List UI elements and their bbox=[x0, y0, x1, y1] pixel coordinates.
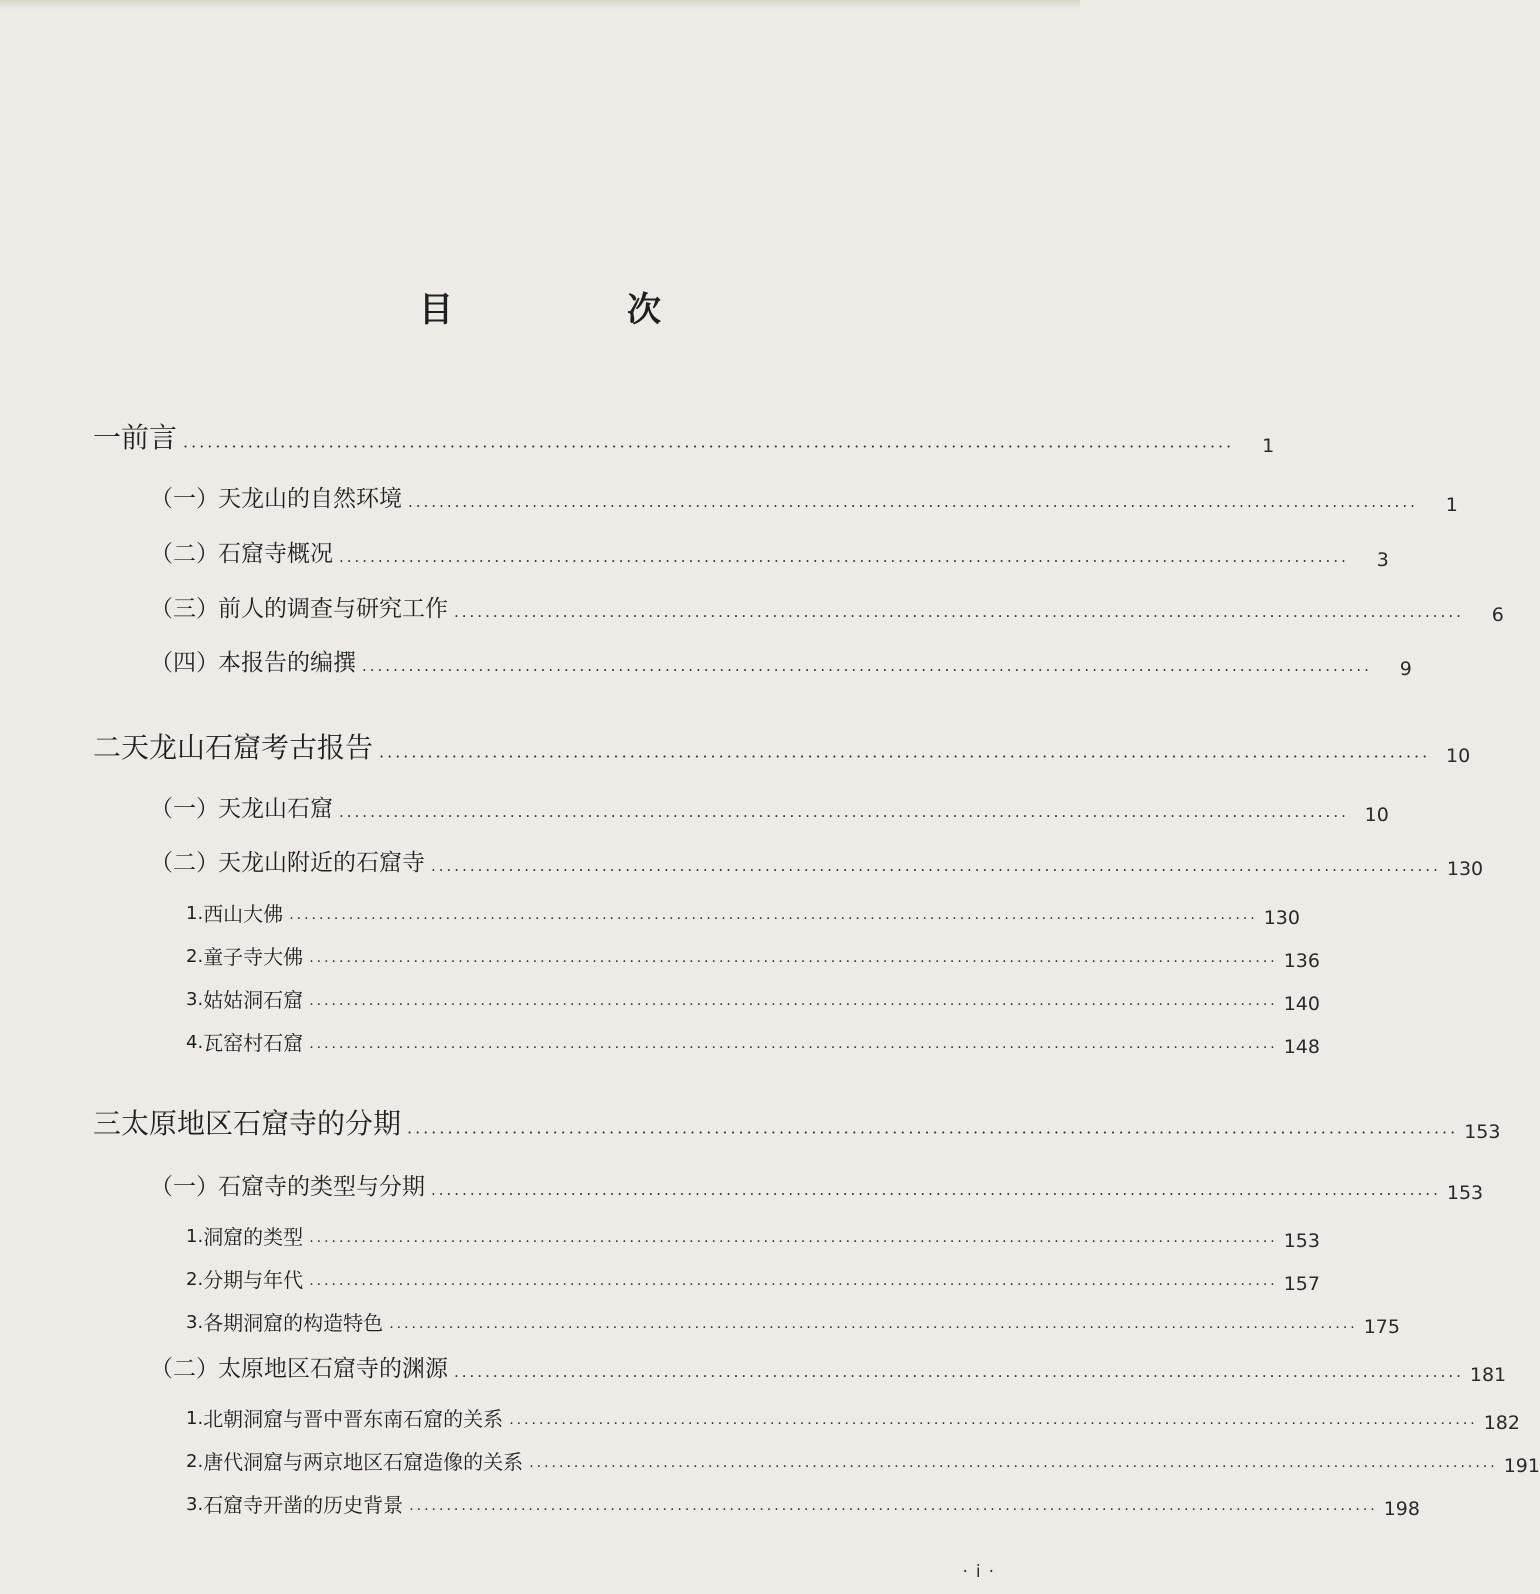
dot-leader: ·································································································································· bbox=[309, 997, 1278, 1013]
toc-entry-subsection[interactable] bbox=[186, 985, 1320, 1015]
dot-leader: ·································································································································· bbox=[454, 1367, 1464, 1385]
toc-entry-chapter[interactable] bbox=[93, 1104, 1501, 1144]
entry-number: 4. bbox=[186, 1032, 204, 1053]
toc-entry-chapter[interactable] bbox=[93, 728, 1471, 768]
dot-leader: ·································································································································· bbox=[183, 437, 1235, 456]
entry-label: 童子寺大佛 bbox=[203, 945, 304, 969]
dot-leader: ·································································································································· bbox=[408, 497, 1418, 515]
toc-entry-section[interactable] bbox=[150, 846, 1484, 880]
dot-leader: ·································································································································· bbox=[362, 661, 1372, 679]
entry-page: 182 bbox=[1483, 1412, 1520, 1434]
entry-number: 2. bbox=[186, 946, 204, 967]
dot-leader: ·································································································································· bbox=[339, 552, 1349, 570]
entry-number: 2. bbox=[186, 1451, 204, 1472]
toc-entry-subsection[interactable] bbox=[186, 1222, 1320, 1252]
entry-number: （三） bbox=[150, 596, 219, 622]
entry-label: 石窟寺开凿的历史背景 bbox=[203, 1493, 404, 1517]
entry-page: 3 bbox=[1376, 549, 1389, 571]
entry-number: 3. bbox=[186, 1312, 204, 1333]
dot-leader: ·································································································································· bbox=[409, 1502, 1378, 1518]
dot-leader: ·································································································································· bbox=[309, 1277, 1278, 1293]
dot-leader: ·································································································································· bbox=[407, 1123, 1459, 1142]
entry-page: 175 bbox=[1363, 1316, 1400, 1338]
dot-leader: ·································································································································· bbox=[529, 1459, 1498, 1475]
toc-entry-section[interactable] bbox=[150, 646, 1412, 680]
page-edge bbox=[0, 0, 1080, 10]
toc-entry-section[interactable] bbox=[150, 482, 1458, 516]
toc-entry-section[interactable] bbox=[150, 537, 1389, 571]
entry-label: 天龙山的自然环境 bbox=[218, 486, 402, 512]
entry-page: 153 bbox=[1446, 1182, 1484, 1204]
entry-number: （一） bbox=[150, 796, 219, 822]
toc-entry-subsection[interactable] bbox=[186, 1028, 1320, 1058]
dot-leader: ·································································································································· bbox=[309, 1040, 1278, 1056]
entry-page: 10 bbox=[1364, 804, 1389, 826]
entry-number: （一） bbox=[150, 486, 219, 512]
entry-number: 1. bbox=[186, 903, 204, 924]
entry-label: 太原地区石窟寺的渊源 bbox=[218, 1356, 448, 1382]
entry-number: 2. bbox=[186, 1269, 204, 1290]
entry-label: 天龙山附近的石窟寺 bbox=[218, 850, 425, 876]
entry-number: 1. bbox=[186, 1408, 204, 1429]
entry-label: 石窟寺概况 bbox=[218, 541, 333, 567]
entry-page: 130 bbox=[1263, 907, 1300, 929]
entry-page: 181 bbox=[1469, 1364, 1507, 1386]
page-folio: ·i· bbox=[962, 1562, 1002, 1582]
toc-entry-subsection[interactable] bbox=[186, 1265, 1320, 1295]
entry-page: 153 bbox=[1283, 1230, 1320, 1252]
toc-entry-subsection[interactable] bbox=[186, 1447, 1540, 1477]
dot-leader: ·································································································································· bbox=[289, 911, 1258, 927]
entry-number: 3. bbox=[186, 989, 204, 1010]
entry-page: 130 bbox=[1446, 858, 1484, 880]
entry-number: 3. bbox=[186, 1494, 204, 1515]
entry-page: 140 bbox=[1283, 993, 1320, 1015]
entry-page: 153 bbox=[1464, 1121, 1501, 1143]
dot-leader: ·································································································································· bbox=[389, 1320, 1358, 1336]
entry-label: 唐代洞窟与两京地区石窟造像的关系 bbox=[203, 1450, 524, 1474]
toc-entry-subsection[interactable] bbox=[186, 1404, 1520, 1434]
entry-label: 分期与年代 bbox=[203, 1268, 304, 1292]
entry-page: 1 bbox=[1262, 435, 1275, 457]
toc-entry-subsection[interactable] bbox=[186, 899, 1300, 929]
entry-number: （二） bbox=[150, 541, 219, 567]
entry-label: 姑姑洞石窟 bbox=[203, 988, 304, 1012]
entry-page: 136 bbox=[1283, 950, 1320, 972]
entry-number: 1. bbox=[186, 1226, 204, 1247]
dot-leader: ·································································································································· bbox=[509, 1416, 1478, 1432]
dot-leader: ·································································································································· bbox=[431, 1185, 1441, 1203]
toc-entry-chapter[interactable] bbox=[93, 418, 1275, 458]
entry-label: 北朝洞窟与晋中晋东南石窟的关系 bbox=[203, 1407, 504, 1431]
toc-entry-subsection[interactable] bbox=[186, 942, 1320, 972]
entry-page: 157 bbox=[1283, 1273, 1320, 1295]
entry-page: 9 bbox=[1399, 658, 1412, 680]
dot-leader: ·································································································································· bbox=[431, 861, 1441, 879]
dot-leader: ·································································································································· bbox=[309, 954, 1278, 970]
entry-label: 前人的调查与研究工作 bbox=[218, 596, 448, 622]
entry-label: 太原地区石窟寺的分期 bbox=[121, 1107, 402, 1140]
entry-page: 198 bbox=[1383, 1498, 1420, 1520]
entry-label: 前言 bbox=[121, 421, 178, 454]
entry-label: 天龙山石窟考古报告 bbox=[121, 731, 374, 764]
entry-page: 191 bbox=[1503, 1455, 1540, 1477]
entry-number: （二） bbox=[150, 850, 219, 876]
entry-number: 三 bbox=[93, 1107, 122, 1140]
entry-number: （二） bbox=[150, 1356, 219, 1382]
entry-label: 天龙山石窟 bbox=[218, 796, 333, 822]
dot-leader: ·································································································································· bbox=[379, 747, 1431, 766]
dot-leader: ·································································································································· bbox=[454, 607, 1464, 625]
entry-label: 石窟寺的类型与分期 bbox=[218, 1174, 425, 1200]
toc-entry-section[interactable] bbox=[150, 592, 1504, 626]
entry-number: （四） bbox=[150, 650, 219, 676]
entry-label: 瓦窑村石窟 bbox=[203, 1031, 304, 1055]
toc-entry-section[interactable] bbox=[150, 792, 1389, 826]
entry-page: 148 bbox=[1283, 1036, 1320, 1058]
page-title: 目 次 bbox=[419, 290, 731, 330]
entry-label: 西山大佛 bbox=[203, 902, 284, 926]
entry-number: 一 bbox=[93, 421, 122, 454]
toc-entry-subsection[interactable] bbox=[186, 1308, 1400, 1338]
entry-label: 洞窟的类型 bbox=[203, 1225, 304, 1249]
toc-entry-section[interactable] bbox=[150, 1170, 1484, 1204]
entry-page: 10 bbox=[1446, 745, 1471, 767]
entry-page: 1 bbox=[1445, 494, 1458, 516]
toc-entry-section[interactable] bbox=[150, 1352, 1507, 1386]
entry-label: 本报告的编撰 bbox=[218, 650, 356, 676]
toc-entry-subsection[interactable] bbox=[186, 1490, 1420, 1520]
dot-leader: ·································································································································· bbox=[339, 807, 1349, 825]
entry-number: （一） bbox=[150, 1174, 219, 1200]
entry-label: 各期洞窟的构造特色 bbox=[203, 1311, 384, 1335]
entry-number: 二 bbox=[93, 731, 122, 764]
entry-page: 6 bbox=[1491, 604, 1504, 626]
dot-leader: ·································································································································· bbox=[309, 1234, 1278, 1250]
